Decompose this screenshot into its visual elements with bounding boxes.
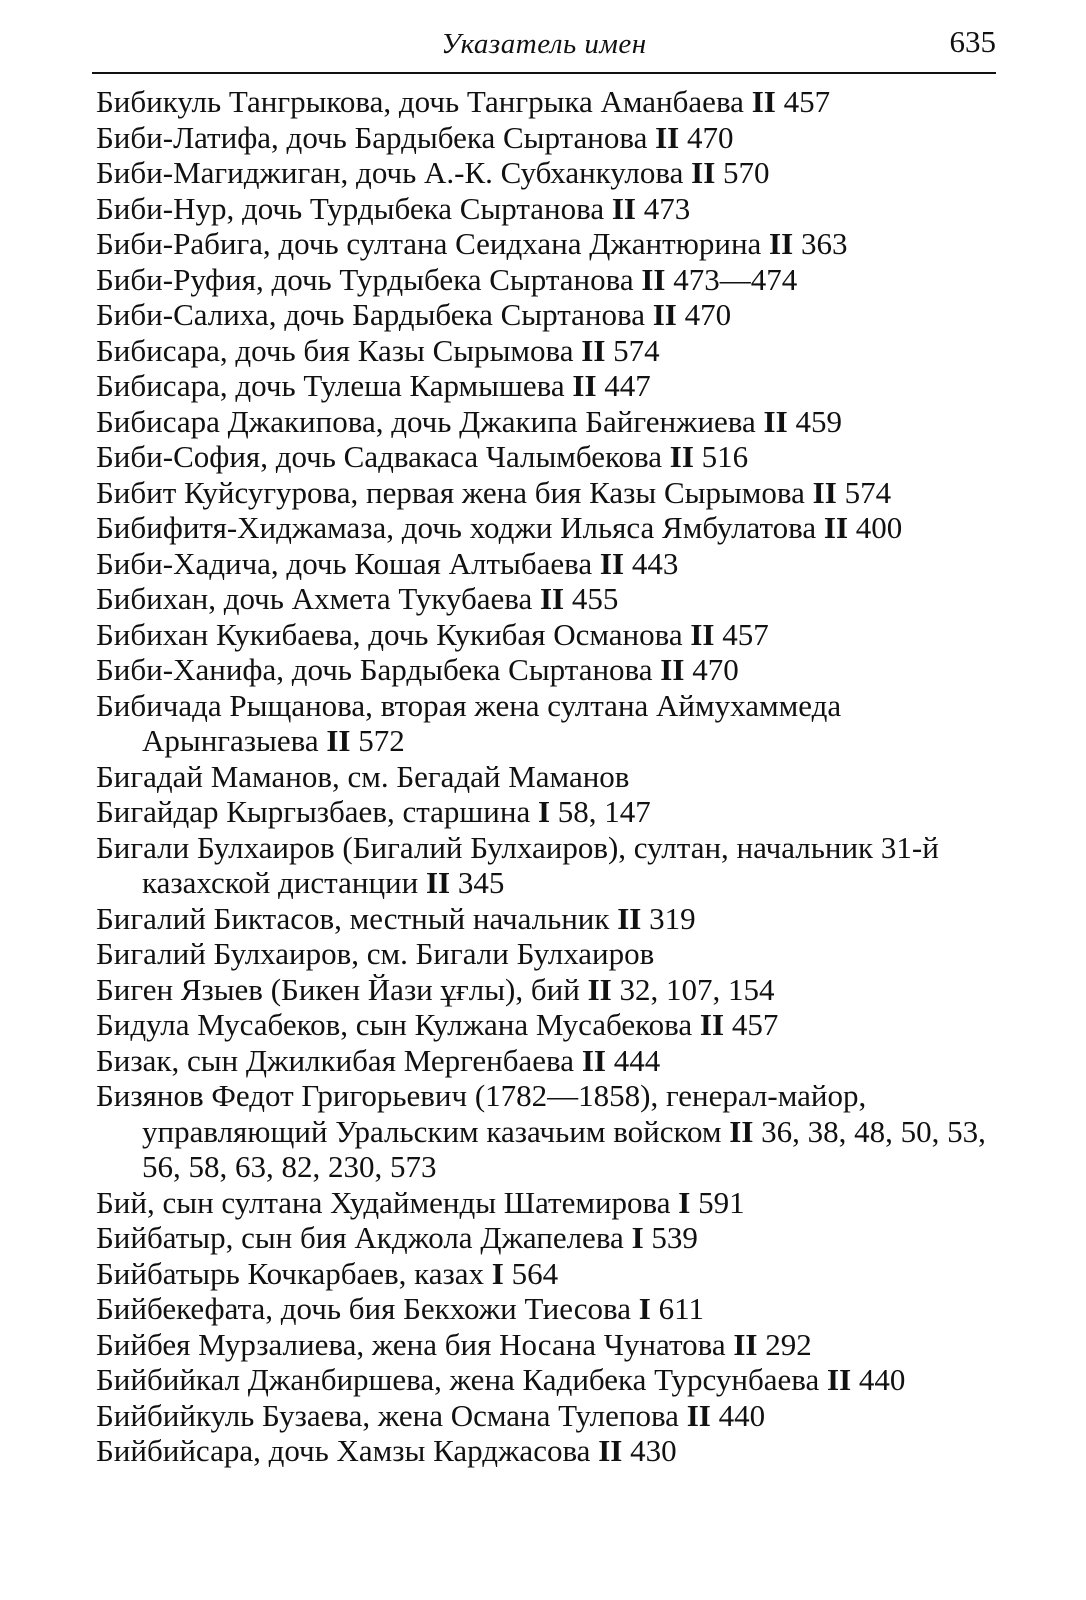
entry-pages: 36, 38, 48, 50, 53, 56, 58, 63, 82, 230, 573	[142, 1113, 986, 1184]
entry-name: Биби-Хадича, дочь Кошая Алтыбаева	[96, 545, 593, 581]
index-entry	[96, 546, 996, 582]
index-entry	[96, 510, 996, 546]
entry-pages: 459	[795, 403, 842, 439]
entry-pages: 363	[800, 226, 848, 261]
entry-pages: 292	[765, 1326, 812, 1362]
index-entry	[96, 1433, 996, 1469]
entry-name: Бибикуль Тангрыкова, дочь Тангрыка Аманбаева	[96, 84, 744, 119]
index-entry	[96, 404, 996, 440]
entry-volume: II	[763, 403, 788, 439]
entry-volume: II	[686, 1397, 711, 1433]
page-number: 635	[949, 24, 996, 59]
entry-volume: II	[669, 439, 694, 474]
entry-name: Бигайдар Кыргызбаев, старшина	[96, 794, 531, 829]
entry-name: Биби-Рабига, дочь султана Сеидхана Джантюрина	[96, 226, 762, 261]
entry-pages: 591	[698, 1184, 745, 1220]
entry-name: Бибит Куйсугурова, первая жена бия Казы Сырымова	[96, 474, 805, 510]
entry-pages: 440	[718, 1397, 766, 1433]
entry-name: Бигалий Биктасов, местный начальник	[96, 900, 610, 936]
entry-pages: 574	[844, 474, 892, 510]
entry-pages: 516	[701, 439, 749, 474]
entry-volume: II	[539, 581, 565, 616]
index-entry	[96, 652, 996, 688]
entry-name: Бийбийкуль Бузаева, жена Османа Тулепова	[96, 1397, 679, 1433]
entry-name: Бибихан, дочь Ахмета Тукубаева	[96, 581, 533, 616]
index-entry	[96, 1043, 996, 1079]
entry-name: Биби-Магиджиган, дочь А.-К. Субханкулова	[96, 155, 684, 190]
entry-volume: I	[678, 1184, 691, 1220]
entry-name: Биби-Ханифа, дочь Бардыбека Сыртанова	[96, 652, 653, 687]
entry-name: Бий, сын султана Худайменды Шатемирова	[96, 1184, 671, 1220]
index-entry	[96, 191, 996, 227]
entry-volume: II	[599, 545, 625, 581]
index-entry	[96, 439, 996, 475]
entry-name: Бийбекефата, дочь бия Бекхожи Тиесова	[96, 1291, 632, 1326]
entry-volume: II	[587, 971, 612, 1007]
entry-pages: 473	[643, 190, 691, 226]
entry-pages: 440	[858, 1362, 906, 1397]
entry-name: Бийбатырь Кочкарбаев, казах	[96, 1255, 485, 1291]
index-entry	[96, 794, 996, 830]
index-entry	[96, 1007, 996, 1043]
entry-volume: II	[598, 1433, 623, 1468]
entry-volume: II	[581, 1042, 606, 1078]
entry-pages: 470	[684, 297, 732, 332]
entry-volume: I	[537, 794, 551, 829]
index-entry	[96, 262, 996, 298]
entry-pages: 447	[604, 368, 651, 403]
running-title: Указатель имен	[441, 28, 647, 60]
index-entry	[96, 84, 996, 120]
index-entry	[96, 1078, 996, 1185]
entry-pages: 611	[658, 1291, 704, 1326]
entry-pages: 564	[511, 1255, 559, 1291]
entry-volume: II	[572, 368, 597, 403]
entry-pages: 443	[631, 545, 679, 581]
index-entry	[96, 333, 996, 369]
entry-pages: 457	[722, 616, 769, 652]
entry-volume: II	[581, 332, 606, 368]
entry-volume: II	[660, 652, 685, 687]
entry-pages: 457	[783, 84, 831, 119]
entry-volume: II	[425, 865, 451, 900]
entry-volume: II	[729, 1113, 754, 1149]
entry-name: Бибисара, дочь Тулеша Кармышева	[96, 368, 565, 403]
index-entry	[96, 901, 996, 937]
index-entry	[96, 830, 996, 901]
entry-volume: II	[611, 190, 636, 226]
entry-name: Бибисара, дочь бия Казы Сырымова	[96, 332, 574, 368]
entry-name: Бибисара Джакипова, дочь Джакипа Байгенжиева	[96, 403, 756, 439]
index-entry	[96, 120, 996, 156]
entry-name: Бигадай Маманов, см. Бегадай Маманов	[96, 758, 630, 794]
entry-volume: II	[823, 510, 849, 545]
entry-name: Биби-Руфия, дочь Турдыбека Сыртанова	[96, 261, 634, 297]
running-head	[92, 22, 996, 74]
index-entry	[96, 368, 996, 404]
entry-name: Биби-Нур, дочь Турдыбека Сыртанова	[96, 190, 605, 226]
entry-name: Бийбийкал Джанбиршева, жена Кадибека Турсунбаева	[96, 1362, 820, 1397]
entry-volume: II	[699, 1007, 725, 1042]
index-entry	[96, 759, 996, 795]
index-entry	[96, 1398, 996, 1434]
entry-volume: II	[617, 900, 642, 936]
index-entry	[96, 972, 996, 1008]
index-entry	[96, 688, 996, 759]
entry-name: Биби-Латифа, дочь Бардыбека Сыртанова	[96, 119, 648, 155]
entry-name: Бибичада Рыщанова, вторая жена султана Аймухаммеда Арынгазыева	[96, 687, 842, 758]
index-entry	[96, 581, 996, 617]
name-index-list	[96, 84, 996, 1469]
entry-pages: 430	[630, 1433, 677, 1468]
entry-name: Бигали Булхаиров (Бигалий Булхаиров), султан, начальник 31-й казахской дистанции	[96, 829, 939, 900]
entry-pages: 345	[457, 865, 505, 900]
entry-name: Бибифитя-Хиджамаза, дочь ходжи Ильяса Ямбулатова	[96, 510, 817, 545]
entry-name: Бибихан Кукибаева, дочь Кукибая Османова	[96, 616, 683, 652]
index-entry	[96, 617, 996, 653]
entry-volume: II	[769, 226, 794, 261]
entry-volume: II	[655, 119, 680, 155]
entry-name: Биби-Салиха, дочь Бардыбека Сыртанова	[96, 297, 645, 332]
index-entry	[96, 936, 996, 972]
entry-name: Биген Языев (Бикен Йази ұғлы), бий	[96, 971, 580, 1007]
entry-name: Бийбатыр, сын бия Акджола Джапелева	[96, 1220, 624, 1255]
entry-volume: I	[491, 1255, 504, 1291]
index-entry	[96, 1185, 996, 1221]
index-entry	[96, 155, 996, 191]
entry-name: Бидула Мусабеков, сын Кулжана Мусабекова	[96, 1007, 693, 1042]
entry-pages: 539	[651, 1220, 698, 1255]
entry-volume: II	[641, 261, 666, 297]
entry-name: Бизак, сын Джилкибая Мергенбаева	[96, 1042, 575, 1078]
entry-pages: 570	[723, 155, 770, 190]
index-entry	[96, 226, 996, 262]
entry-pages: 400	[855, 510, 903, 545]
index-entry	[96, 475, 996, 511]
entry-volume: II	[326, 723, 351, 758]
index-entry	[96, 297, 996, 333]
entry-pages: 574	[613, 332, 660, 368]
entry-volume: I	[631, 1220, 644, 1255]
entry-pages: 470	[692, 652, 739, 687]
entry-pages: 457	[731, 1007, 779, 1042]
entry-pages: 319	[649, 900, 696, 936]
entry-volume: II	[827, 1362, 852, 1397]
index-entry	[96, 1327, 996, 1363]
entry-name: Бигалий Булхаиров, см. Бигали Булхаиров	[96, 936, 655, 971]
index-entry	[96, 1291, 996, 1327]
entry-volume: II	[751, 84, 776, 119]
entry-pages: 572	[358, 723, 405, 758]
entry-volume: I	[638, 1291, 651, 1326]
entry-pages: 470	[686, 119, 734, 155]
entry-volume: II	[812, 474, 837, 510]
entry-volume: II	[690, 616, 715, 652]
entry-volume: II	[691, 155, 716, 190]
entry-name: Бизянов Федот Григорьевич (1782—1858), генерал-майор, управляющий Уральским казачьим войском	[96, 1078, 867, 1149]
entry-pages: 444	[613, 1042, 661, 1078]
entry-pages: 455	[571, 581, 619, 616]
index-entry	[96, 1220, 996, 1256]
index-entry	[96, 1256, 996, 1292]
entry-name: Биби-София, дочь Садвакаса Чалымбекова	[96, 439, 663, 474]
entry-name: Бийбея Мурзалиева, жена бия Носана Чунатова	[96, 1326, 726, 1362]
entry-pages: 32, 107, 154	[619, 971, 775, 1007]
index-entry	[96, 1362, 996, 1398]
entry-pages: 58, 147	[557, 794, 651, 829]
entry-name: Бийбийсара, дочь Хамзы Карджасова	[96, 1433, 591, 1468]
entry-volume: II	[733, 1326, 758, 1362]
entry-volume: II	[652, 297, 677, 332]
entry-pages: 473—474	[673, 261, 798, 297]
